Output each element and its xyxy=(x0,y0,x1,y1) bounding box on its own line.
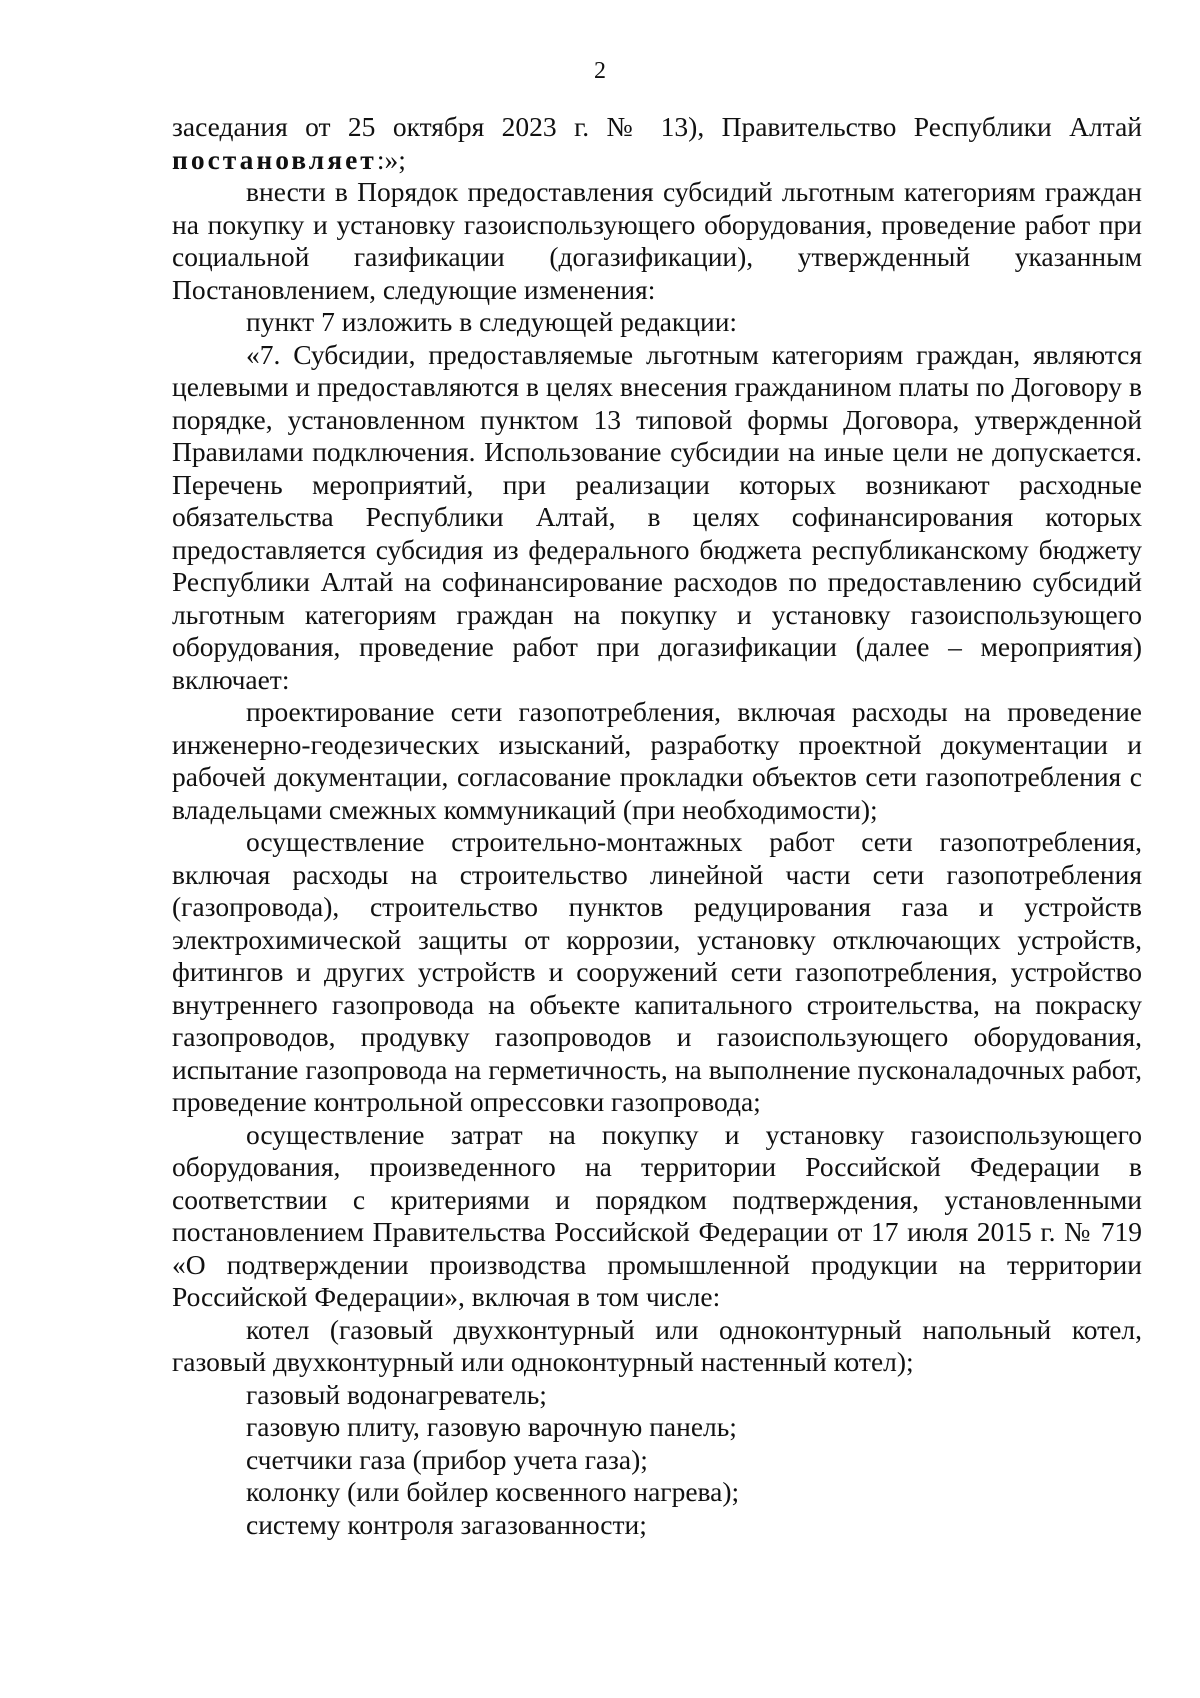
page-number: 2 xyxy=(594,58,606,84)
paragraph-design-network: проектирование сети газопотребления, включая расходы на проведение инженерно-геодезических изысканий, разработку проектной документации и рабочей документации, согласование прокладки объектов сети газопотребления с владельцами смежных коммуникаций (при необходимости); xyxy=(172,696,1142,825)
paragraph-point-7-heading: пункт 7 изложить в следующей редакции: xyxy=(246,306,738,337)
list-item-column: колонку (или бойлер косвенного нагрева); xyxy=(246,1476,740,1507)
list-item-boiler: котел (газовый двухконтурный или одноконтурный напольный котел, газовый двухконтурный или одноконтурный настенный котел); xyxy=(172,1313,1142,1377)
intro-paragraph xyxy=(172,111,1142,176)
document-body xyxy=(172,111,1142,1541)
paragraph-amendment-intro: внести в Порядок предоставления субсидий льготным категориям граждан на покупку и установку газоиспользующего оборудования, проведение работ при социальной газификации (догазификации), утвержденный указанным Постановлением, следующие изменения: xyxy=(172,176,1142,305)
intro-text-after: :»; xyxy=(376,143,406,175)
list-item-gas-control: систему контроля загазованности; xyxy=(246,1508,647,1540)
paragraph-point-7-text: «7. Субсидии, предоставляемые льготным категориям граждан, являются целевыми и предоставляются в целях внесения гражданином платы по Договору в порядке, установленном пунктом 13 типовой формы Договора, утвержденной Правилами подключения. Использование субсидии на иные цели не допускается. Перечень мероприятий, при реализации которых возникают расходные обязательства Республики Алтай, в целях софинансирования которых предоставляется субсидия из федерального бюджета республиканскому бюджету Республики Алтай на софинансирование расходов по предоставлению субсидий льготным категориям граждан на покупку и установку газоиспользующего оборудования, проведение работ при догазификации (далее – мероприятия) включает: xyxy=(172,338,1142,695)
paragraph-equipment-costs: осуществление затрат на покупку и установку газоиспользующего оборудования, произведенного на территории Российской Федерации в соответствии с критериями и порядком подтверждения, установленными постановлением Правительства Российской Федерации от 17 июля 2015 г. № 719 «О подтверждении производства промышленной продукции на территории Российской Федерации», включая в том числе: xyxy=(172,1118,1142,1312)
list-item-gas-meters: счетчики газа (прибор учета газа); xyxy=(246,1443,648,1475)
intro-emphasis: постановляет xyxy=(172,143,377,175)
intro-text-before: заседания от 25 октября 2023 г. № 13), Правительство Республики Алтай xyxy=(172,111,1142,142)
list-item-water-heater: газовый водонагреватель; xyxy=(246,1378,547,1410)
list-item-gas-stove: газовую плиту, газовую варочную панель; xyxy=(246,1411,737,1442)
paragraph-construction-works: осуществление строительно-монтажных работ сети газопотребления, включая расходы на строительство линейной части сети газопотребления (газопровода), строительство пунктов редуцирования газа и устройств электрохимической защиты от коррозии, установку отключающих устройств, фитингов и других устройств и сооружений сети газопотребления, устройство внутреннего газопровода на объекте капитального строительства, на покраску газопроводов, продувку газопроводов и газоиспользующего оборудования, испытание газопровода на герметичность, на выполнение пусконаладочных работ, проведение контрольной опрессовки газопровода; xyxy=(172,826,1142,1117)
